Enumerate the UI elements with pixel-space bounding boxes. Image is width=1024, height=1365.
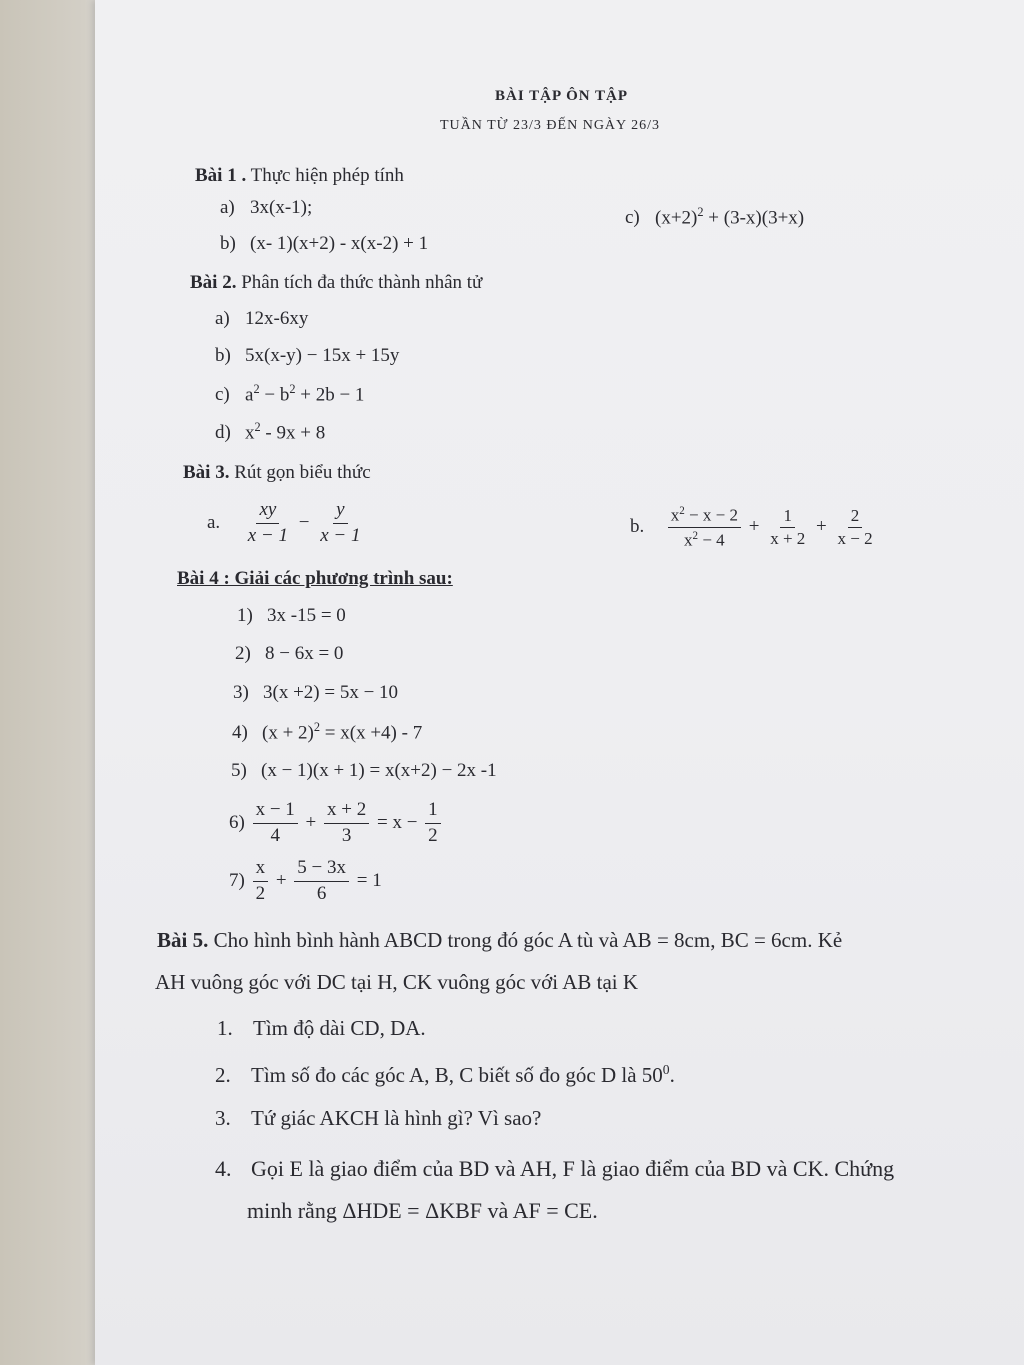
bai3-heading: Bài 3. Rút gọn biểu thức xyxy=(183,462,371,483)
bai1-item-b: b) (x- 1)(x+2) - x(x-2) + 1 xyxy=(220,233,429,254)
bai4-eq-3: 3) 3(x +2) = 5x − 10 xyxy=(233,682,399,703)
fraction: $\frac{x + 2}{3}$ xyxy=(324,800,369,847)
fraction: $\frac{x^2 - x - 2}{x^2 - 4}$ xyxy=(668,505,741,551)
bai5-question-2: 2. Tìm số đo các góc A, B, C biết số đo góc D là $50^0$. xyxy=(215,1062,675,1087)
bai2-item-b: b) 5x(x-y) − 15x + 15y xyxy=(215,345,400,366)
fraction: $\frac{y}{x - 1}$ xyxy=(320,499,361,546)
bai3-item-b: b. $\frac{x^2 - x - 2}{x^2 - 4}$ + $\frac{1}{x + 2}$ + $\frac{2}{x - 2}$ xyxy=(630,505,879,551)
bai3-item-a: a. $\frac{xy}{x - 1}$ − $\frac{y}{x - 1}$ xyxy=(207,500,367,547)
bai4-heading: Bài 4 : Giải các phương trình sau: xyxy=(177,568,453,589)
page-title: BÀI TẬP ÔN TẬP xyxy=(495,88,629,104)
bai4-eq-2: 2) 8 − 6x = 0 xyxy=(235,643,344,664)
bai2-item-d: d) $x^2 - 9x + 8$ xyxy=(215,420,326,444)
bai4-eq-6: 6) $\frac{x - 1}{4}$ + $\frac{x + 2}{3}$ = x − $\frac{1}{2}$ xyxy=(229,800,444,847)
bai5-question-4-cont: minh rằng ΔHDE = ΔKBF và AF = CE. xyxy=(247,1198,598,1223)
bai2-item-a: a) 12x-6xy xyxy=(215,308,309,329)
fraction: $\frac{1}{x + 2}$ xyxy=(770,505,806,549)
fraction: $\frac{x - 1}{4}$ xyxy=(253,800,298,847)
fraction: $\frac{xy}{x - 1}$ xyxy=(247,499,289,546)
fraction: $\frac{1}{2}$ xyxy=(425,800,441,847)
bai1-item-c: c) $(x+2)^2 + (3-x)(3+x)$ xyxy=(625,205,805,229)
fraction: $\frac{2}{x - 2}$ xyxy=(837,505,873,549)
bai2-heading: Bài 2. Phân tích đa thức thành nhân tử xyxy=(190,272,483,293)
fraction: $\frac{x}{2}$ xyxy=(253,858,269,905)
fraction: $\frac{5 - 3x}{6}$ xyxy=(294,858,349,905)
bai4-eq-4: 4) $(x + 2)^2 = x(x +4) - 7$ xyxy=(232,720,423,744)
bai1-heading: Bài 1 . Thực hiện phép tính xyxy=(195,165,404,186)
bai5-question-3: 3. Tứ giác AKCH là hình gì? Vì sao? xyxy=(215,1106,542,1130)
bai5-question-1: 1. Tìm độ dài CD, DA. xyxy=(217,1016,426,1040)
bai2-item-c: c) $a^2 - b^2 + 2b - 1$ xyxy=(215,382,365,406)
bai5-line1: Bài 5. Cho hình bình hành ABCD trong đó góc A tù và AB = 8cm, BC = 6cm. Kẻ xyxy=(157,928,843,952)
bai1-item-a: a) 3x(x-1); xyxy=(220,197,313,218)
bai5-question-4: 4. Gọi E là giao điểm của BD và AH, F là giao điểm của BD và CK. Chứng xyxy=(215,1156,895,1181)
bai4-eq-5: 5) (x − 1)(x + 1) = x(x+2) − 2x -1 xyxy=(231,760,497,781)
bai4-eq-1: 1) 3x -15 = 0 xyxy=(237,605,346,626)
page-subtitle: TUẦN TỪ 23/3 ĐẾN NGÀY 26/3 xyxy=(440,118,661,133)
worksheet-page xyxy=(95,0,1024,1365)
bai4-eq-7: 7) $\frac{x}{2}$ + $\frac{5 - 3x}{6}$ = 1 xyxy=(229,857,382,904)
bai5-line2: AH vuông góc với DC tại H, CK vuông góc với AB tại K xyxy=(155,970,639,994)
